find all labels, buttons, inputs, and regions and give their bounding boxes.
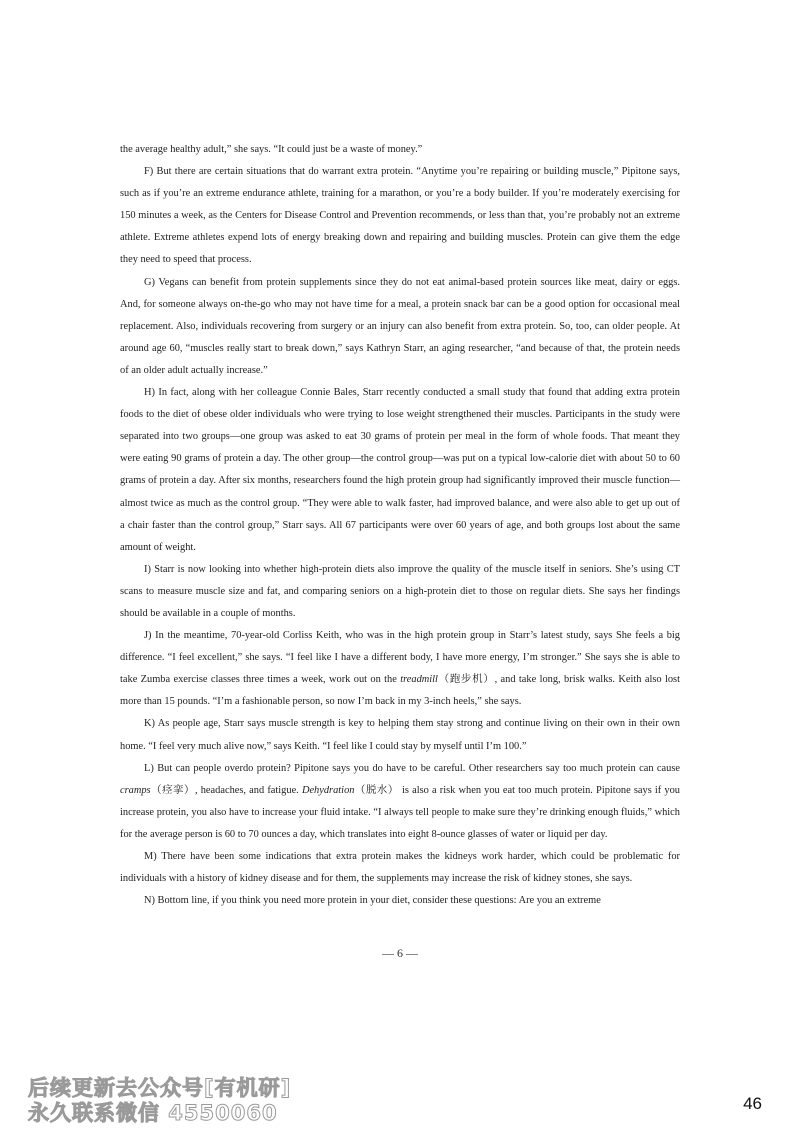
cramps-gloss: （痉挛） [150,784,195,796]
page-footer: — 6 — [382,946,418,960]
watermark [28,1076,291,1126]
paragraph-j [120,625,680,713]
paragraph-m: M) There have been some indications that extra protein makes the kidneys work harder, which could be problematic for individuals with a history of kidney disease and for them, the supplements may increase the risk of kidney stones, she says. [120,851,680,885]
paragraph-l-part2: , headaches, and fatigue. [194,784,302,796]
paragraph-j-part1: J) In the meantime, 70-year-old Corliss Keith, who was in the high protein group in Starr’s latest study, says She feels a big difference. “I feel excellent,” she says. “I feel like I have a different body, I have more energy, I’m stronger.” She says she is able to take Zumba exercise classes three times a week, work out on the [120,630,680,686]
treadmill-term: treadmill [400,674,438,686]
dehydration-term: Dehydration [301,784,355,796]
paragraph-i: I) Starr is now looking into whether high-protein diets also improve the quality of the muscle itself in seniors. She’s using CT scans to measure muscle size and fat, and comparing seniors on a high-protein diet to those on regular diets. She says her findings should be available in a couple of months. [120,563,680,619]
watermark-line-2: 永久联系微信 4550060 [28,1101,278,1125]
paragraph-j-part2: , and take long, brisk walks. Keith also lost more than 15 pounds. “I’m a fashionable person, so now I’m back in my 3-inch heels,” she says. [120,674,680,708]
lead-text: the average healthy adult,” she says. “It could just be a waste of money.” [120,144,423,155]
paragraph-h: H) In fact, along with her colleague Connie Bales, Starr recently conducted a small study that found that adding extra protein foods to the diet of obese older individuals who were trying to lose weight strengthened their muscles. Participants in the study were separated into two groups—one group was asked to eat 30 grams of protein per meal in the form of whole foods. That meant they were eating 90 grams of protein a day. The other group—the control group—was put on a typical low-calorie diet with about 50 to 60 grams of protein a day. After six months, researchers found the high protein group had significantly improved their muscle function—almost twice as much as the control group. “They were able to walk faster, had improved balance, and were also able to get up out of a chair faster than the control group,” Starr says. All 67 participants were over 60 years of age, and both groups lost about the same amount of weight. [120,387,680,553]
dehydration-gloss: （脱水） [354,784,399,796]
cramps-term: cramps [120,784,151,796]
paragraph-f: F) But there are certain situations that do warrant extra protein. “Anytime you’re repairing or building muscle,” Pipitone says, such as if you’re an extreme endurance athlete, training for a marathon, or you’re a body builder. If you’re moderately exercising for 150 minutes a week, as the Centers for Disease Control and Prevention recommends, or less than that, you’re probably not an extreme athlete. Extreme athletes expend lots of energy breaking down and repairing and building muscles. Protein can give them the edge they need to speed that process. [120,166,680,266]
document-body [120,139,680,912]
paragraph-l-part1: L) But can people overdo protein? Pipitone says you do have to be careful. Other researchers say too much protein can cause [144,762,680,774]
paragraph-k: K) As people age, Starr says muscle strength is key to helping them stay strong and continue living on their own in their own home. “I feel very much alive now,” says Keith. “I feel like I could stay by myself until I’m 100.” [120,718,680,752]
paragraph-l-part3: is also a risk when you eat too much protein. Pipitone says if you increase protein, you also have to increase your fluid intake. “I always tell people to make sure they’re drinking enough fluids,” which for the average person is 60 to 70 ounces a day, which translates into eight 8-ounce glasses of water or liquid per day. [120,784,680,840]
treadmill-gloss: （跑步机） [437,674,495,686]
paragraph-g: G) Vegans can benefit from protein supplements since they do not eat animal-based protein sources like meat, dairy or eggs. And, for someone always on-the-go who may not have time for a meal, a protein snack bar can be a good option for occasional meal replacement. Also, individuals recovering from surgery or an injury can also benefit from extra protein. So, too, can older people. At around age 60, “muscles really start to break down,” says Kathryn Starr, an aging researcher, “and because of that, the protein needs of an older adult actually increase.” [120,276,680,376]
paragraph-l [120,758,680,846]
paragraph-n: N) Bottom line, if you think you need more protein in your diet, consider these questions: Are you an extreme [144,895,601,907]
page-number: 46 [743,1094,762,1113]
watermark-line-1: 后续更新去公众号[有机研] [28,1076,292,1100]
